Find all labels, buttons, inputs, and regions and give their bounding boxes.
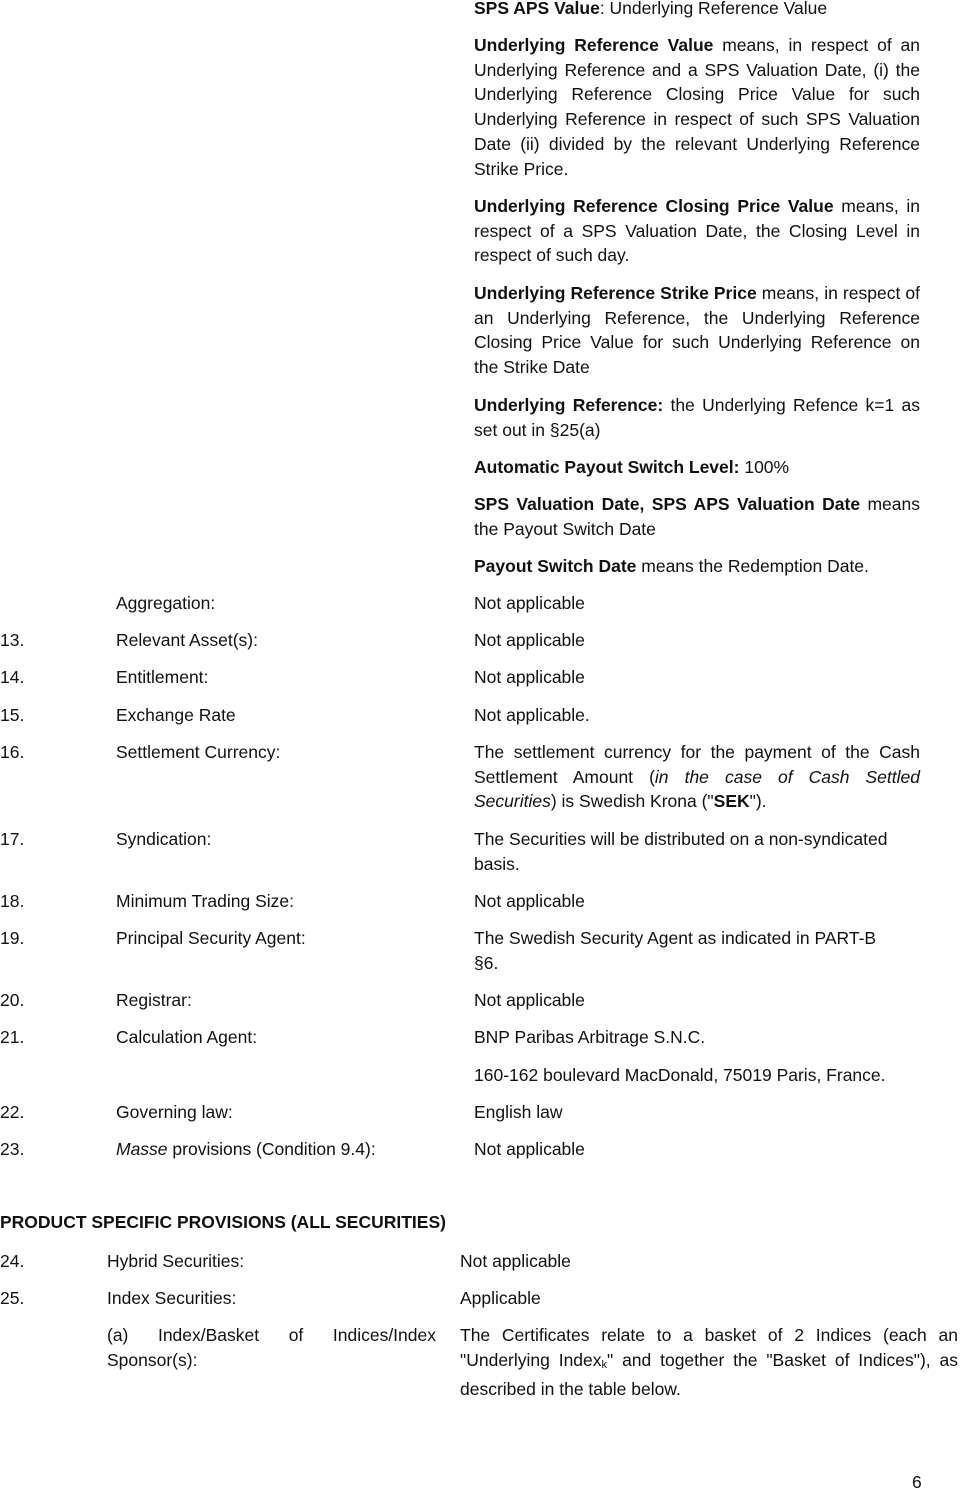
row-label: Principal Security Agent: bbox=[116, 928, 306, 948]
row-value: Applicable bbox=[460, 1288, 541, 1308]
row-number: 16. bbox=[0, 742, 25, 762]
row-number: 24. bbox=[0, 1251, 25, 1271]
row-label: Masse provisions (Condition 9.4): bbox=[116, 1139, 376, 1159]
definition-closing-price-value: Underlying Reference Closing Price Value means, in respect of a SPS Valuation Date, the Closing Level in respect of such day. bbox=[474, 196, 921, 266]
row-number: 20. bbox=[0, 990, 25, 1010]
row-label: Syndication: bbox=[116, 829, 212, 849]
row-label: Calculation Agent: bbox=[116, 1027, 258, 1047]
row-label: Relevant Asset(s): bbox=[116, 630, 258, 650]
row-label: (a) Index/Basket of Indices/Index Sponsor(s): bbox=[107, 1325, 436, 1370]
row-label: Registrar: bbox=[116, 990, 192, 1010]
row-number: 17. bbox=[0, 829, 25, 849]
row-number: 21. bbox=[0, 1027, 25, 1047]
row-number: 14. bbox=[0, 667, 25, 687]
section-heading: PRODUCT SPECIFIC PROVISIONS (ALL SECURITIES) bbox=[0, 1212, 446, 1232]
page-number: 6 bbox=[912, 1472, 922, 1492]
row-value: Not applicable. bbox=[474, 705, 590, 725]
definition-payout-switch-date: Payout Switch Date means the Redemption Date. bbox=[474, 556, 869, 576]
definition-underlying-reference: Underlying Reference: the Underlying Refence k=1 as set out in §25(a) bbox=[474, 395, 920, 440]
row-label: Governing law: bbox=[116, 1102, 233, 1122]
row-value: Not applicable bbox=[474, 630, 585, 650]
row-label: Aggregation: bbox=[116, 593, 216, 613]
row-value: English law bbox=[474, 1102, 563, 1122]
row-value: Not applicable bbox=[474, 990, 585, 1010]
row-label: Settlement Currency: bbox=[116, 742, 281, 762]
definition-underlying-reference-value: Underlying Reference Value means, in respect of an Underlying Reference and a SPS Valuation Date, (i) the Underlying Reference Closing Price Value for such Underlying Reference in respect of such SPS Valuation Date (ii) divided by the relevant Underlying Reference Strike Price. bbox=[474, 35, 920, 179]
row-label: Index Securities: bbox=[107, 1288, 237, 1308]
row-number: 19. bbox=[0, 928, 25, 948]
row-label: Minimum Trading Size: bbox=[116, 891, 294, 911]
row-label: Hybrid Securities: bbox=[107, 1251, 245, 1271]
row-number: 15. bbox=[0, 705, 25, 725]
row-value: Not applicable bbox=[460, 1251, 571, 1271]
row-number: 18. bbox=[0, 891, 25, 911]
row-value: The Certificates relate to a basket of 2 Indices (each an "Underlying Index$_k$" and together the "Basket of Indices"), as described in the table below. bbox=[460, 1325, 958, 1400]
row-value: The settlement currency for the payment of the Cash Settlement Amount (in the case of Cash Settled Securities) is Swedish Krona ("SEK"). bbox=[474, 742, 920, 812]
row-value: The Securities will be distributed on a non-syndicated basis. bbox=[474, 829, 888, 874]
definition-strike-price: Underlying Reference Strike Price means, in respect of an Underlying Reference, the Underlying Reference Closing Price Value for such Underlying Reference on the Strike Date bbox=[474, 283, 920, 378]
row-number: 25. bbox=[0, 1288, 25, 1308]
row-value: 160-162 boulevard MacDonald, 75019 Paris, France. bbox=[474, 1065, 886, 1085]
row-value: Not applicable bbox=[474, 1139, 585, 1159]
row-label: Entitlement: bbox=[116, 667, 209, 687]
definition-payout-switch-level: Automatic Payout Switch Level: 100% bbox=[474, 457, 790, 477]
row-value: BNP Paribas Arbitrage S.N.C. bbox=[474, 1027, 706, 1047]
row-number: 22. bbox=[0, 1102, 25, 1122]
row-number: 23. bbox=[0, 1139, 25, 1159]
aps-heading: SPS APS Value: Underlying Reference Value bbox=[474, 0, 828, 18]
row-value: Not applicable bbox=[474, 891, 585, 911]
row-label: Exchange Rate bbox=[116, 705, 236, 725]
row-value: Not applicable bbox=[474, 667, 585, 687]
row-number: 13. bbox=[0, 630, 25, 650]
definition-sps-valuation-date: SPS Valuation Date, SPS APS Valuation Date means the Payout Switch Date bbox=[474, 494, 921, 539]
row-value: Not applicable bbox=[474, 593, 585, 613]
row-value: The Swedish Security Agent as indicated in PART-B §6. bbox=[474, 928, 877, 973]
